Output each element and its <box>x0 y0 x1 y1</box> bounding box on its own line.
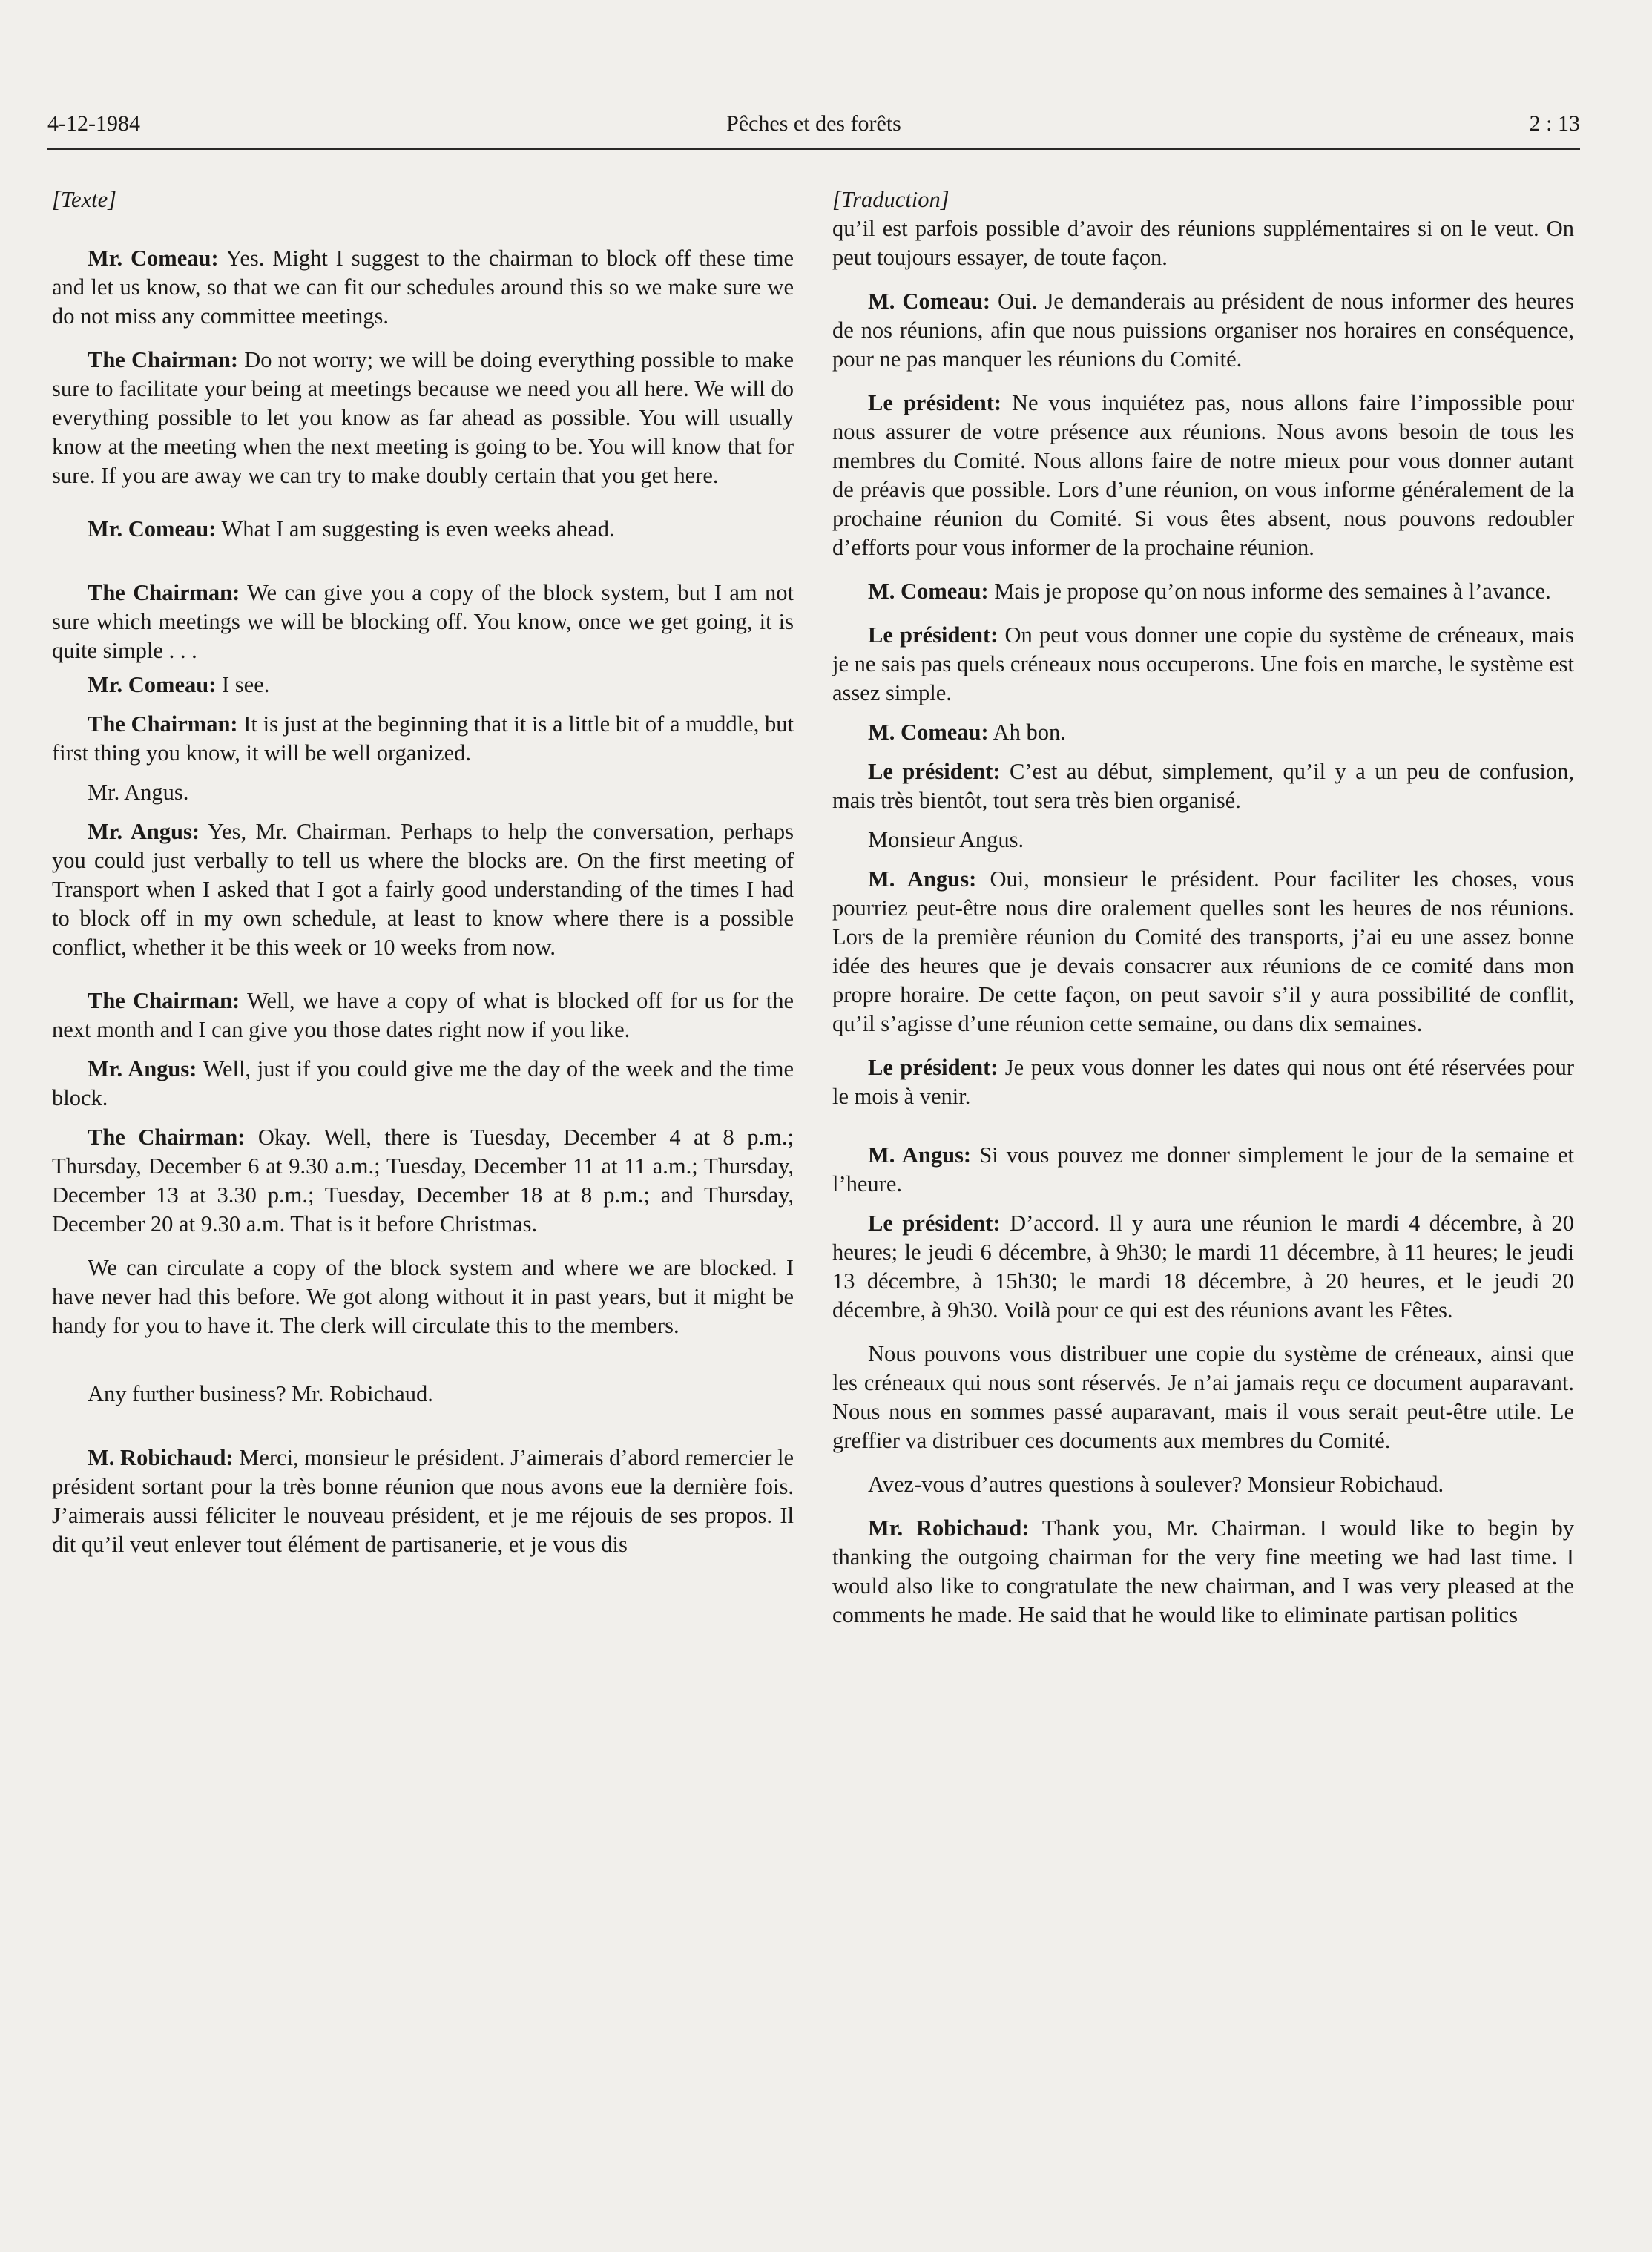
speech: Oui, monsieur le président. Pour faciliter les choses, vous pourriez peut-être nous dire oralement quelles sont les heures de nos réunions. Lors de la première réunion du Comité des transports, j’ai eu une assez bonne idée des heures que je devais consacrer aux réunions de ce comité dans mon propre horaire. De cette façon, on peut savoir s’il y aura possibilité de conflit, qu’il s’agisse d’une réunion cette semaine, ou dans dix semaines. <box>832 866 1574 1036</box>
speech: Okay. Well, there is Tuesday, December 4 at 8 p.m.; Thursday, December 6 at 9.30 a.m.; Tuesday, December 11 at 11 a.m.; Thursday, December 13 at 3.30 p.m.; Tuesday, December 18 at 8 p.m.; and Thursday, December 20 at 9.30 a.m. That is it before Christmas. <box>52 1125 794 1237</box>
speaker: Le président: <box>868 1055 998 1080</box>
paragraph <box>52 710 794 768</box>
paragraph <box>832 757 1574 815</box>
paragraph <box>832 621 1574 708</box>
paragraph <box>52 671 794 699</box>
speech: Je peux vous donner les dates qui nous ont été réservées pour le mois à venir. <box>832 1055 1574 1109</box>
paragraph <box>52 1443 794 1559</box>
paragraph <box>832 389 1574 562</box>
right-column-label: [Traduction] <box>832 187 950 212</box>
header-page-number: 2 : 13 <box>1529 111 1580 136</box>
paragraph <box>52 244 794 331</box>
paragraph <box>832 577 1574 606</box>
speech: Ne vous inquiétez pas, nous allons faire l’impossible pour nous assurer de votre présence aux réunions. Nous avons besoin de tous les membres du Comité. Nous allons faire de notre mieux pour vous donner autant de préavis que possible. Lors d’une réunion, on vous informe généralement de la prochaine réunion du Comité. Si vous êtes absent, nous pouvons redoubler d’efforts pour vous informer de la prochaine réunion. <box>832 390 1574 560</box>
speaker: M. Comeau: <box>868 579 989 604</box>
speech: It is just at the beginning that it is a little bit of a muddle, but first thing you know, it will be well organized. <box>52 711 794 766</box>
speaker: The Chairman: <box>88 347 239 372</box>
paragraph <box>52 1254 794 1340</box>
speaker: The Chairman: <box>88 580 240 605</box>
speaker: Le président: <box>868 622 998 648</box>
paragraph <box>52 1055 794 1113</box>
speaker: M. Comeau: <box>868 289 991 314</box>
paragraph <box>832 1053 1574 1111</box>
header-title: Pêches et des forêts <box>726 111 901 136</box>
speaker: Mr. Comeau: <box>88 516 217 541</box>
speaker: Le président: <box>868 390 1002 415</box>
paragraph <box>832 214 1574 272</box>
paragraph <box>832 1141 1574 1199</box>
paragraph <box>52 346 794 490</box>
paragraph <box>52 1123 794 1239</box>
speech: What I am suggesting is even weeks ahead. <box>216 516 615 541</box>
speech: I see. <box>216 672 270 697</box>
speech: Merci, monsieur le président. J’aimerais d’abord remercier le président sortant pour la très bonne réunion que nous avons eue la dernière fois. J’aimerais aussi féliciter le nouveau président, et je me réjouis de ses propos. Il dit qu’il veut enlever tout élément de partisanerie, et je vous dis <box>52 1445 794 1557</box>
speaker: Mr. Angus: <box>88 819 200 844</box>
speech: Avez-vous d’autres questions à soulever? Monsieur Robichaud. <box>868 1472 1444 1497</box>
paragraph <box>52 515 794 544</box>
speech: Thank you, Mr. Chairman. I would like to begin by thanking the outgoing chairman for the very fine meeting we had last time. I would also like to congratulate the new chairman, and I was very pleased at the comments he made. He said that he would like to eliminate partisan politics <box>832 1515 1574 1627</box>
paragraph <box>832 718 1574 747</box>
speaker: Mr. Angus: <box>88 1056 197 1081</box>
speaker: Le président: <box>868 1211 1001 1236</box>
speaker: M. Robichaud: <box>88 1445 234 1470</box>
paragraph <box>832 826 1574 855</box>
paragraph <box>832 865 1574 1038</box>
header-rule <box>47 148 1580 150</box>
speech: Monsieur Angus. <box>868 827 1024 852</box>
speaker: M. Angus: <box>868 866 977 892</box>
paragraph <box>832 1209 1574 1325</box>
speech: Yes. Might I suggest to the chairman to block off these time and let us know, so that we can fit our schedules around this so we make sure we do not miss any committee meetings. <box>52 246 794 329</box>
speaker: Mr. Robichaud: <box>868 1515 1030 1541</box>
speech: qu’il est parfois possible d’avoir des réunions supplémentaires si on le veut. On peut toujours essayer, de toute façon. <box>832 216 1574 270</box>
speech: Nous pouvons vous distribuer une copie du système de créneaux, ainsi que les créneaux qui nous sont réservés. Je n’ai jamais reçu ce document auparavant. Nous nous en sommes passé auparavant, mais il vous serait peut-être utile. Le greffier va distribuer ces documents aux membres du Comité. <box>832 1341 1574 1453</box>
left-column <box>52 185 794 1559</box>
header-date: 4-12-1984 <box>47 111 140 136</box>
speaker: Mr. Comeau: <box>88 672 217 697</box>
left-column-label: [Texte] <box>52 187 116 212</box>
speech: Well, we have a copy of what is blocked off for us for the next month and I can give you those dates right now if you like. <box>52 988 794 1042</box>
speaker: The Chairman: <box>88 1125 246 1150</box>
speaker: Le président: <box>868 759 1001 784</box>
speech: We can circulate a copy of the block system and where we are blocked. I have never had this before. We got along without it in past years, but it might be handy for you to have it. The clerk will circulate this to the members. <box>52 1255 794 1338</box>
speaker: The Chairman: <box>88 711 238 737</box>
speech: Do not worry; we will be doing everything possible to make sure to facilitate your being at meetings because we need you all here. We will do everything possible to let you know as far ahead as possible. You will usually know at the meeting when the next meeting is going to be. You will know that for sure. If you are away we can try to make doubly certain that you get here. <box>52 347 794 488</box>
speaker: M. Angus: <box>868 1142 972 1168</box>
speech: Mais je propose qu’on nous informe des semaines à l’avance. <box>988 579 1551 604</box>
paragraph <box>832 1340 1574 1455</box>
speaker: M. Comeau: <box>868 720 989 745</box>
paragraph <box>832 1470 1574 1499</box>
speech: Ah bon. <box>988 720 1066 745</box>
speaker: The Chairman: <box>88 988 240 1013</box>
speech: Si vous pouvez me donner simplement le jour de la semaine et l’heure. <box>832 1142 1574 1196</box>
speech: We can give you a copy of the block system, but I am not sure which meetings we will be blocking off. You know, once we get going, it is quite simple . . . <box>52 580 794 663</box>
speech: Any further business? Mr. Robichaud. <box>88 1381 433 1406</box>
speech: On peut vous donner une copie du système de créneaux, mais je ne sais pas quels créneaux nous occuperons. Une fois en marche, le système est assez simple. <box>832 622 1574 705</box>
speech: D’accord. Il y aura une réunion le mardi 4 décembre, à 20 heures; le jeudi 6 décembre, à 9h30; le mardi 11 décembre, à 11 heures; le jeudi 13 décembre, à 15h30; le mardi 18 décembre, à 20 heures, et le jeudi 20 décembre, à 9h30. Voilà pour ce qui est des réunions avant les Fêtes. <box>832 1211 1574 1323</box>
spacer <box>52 214 794 229</box>
speech: C’est au début, simplement, qu’il y a un peu de confusion, mais très bientôt, tout sera très bien organisé. <box>832 759 1574 813</box>
speech: Yes, Mr. Chairman. Perhaps to help the conversation, perhaps you could just verbally to tell us where the blocks are. On the first meeting of Transport when I asked that I got a fairly good understanding of the times I had to block off in my own schedule, at least to know where there is a possible conflict, whether it be this week or 10 weeks from now. <box>52 819 794 960</box>
paragraph <box>832 287 1574 374</box>
paragraph <box>52 1380 794 1409</box>
paragraph <box>832 1514 1574 1630</box>
speech: Oui. Je demanderais au président de nous informer des heures de nos réunions, afin que nous puissions organiser nos horaires en conséquence, pour ne pas manquer les réunions du Comité. <box>832 289 1574 372</box>
paragraph <box>52 987 794 1044</box>
paragraph <box>52 778 794 807</box>
speaker: Mr. Comeau: <box>88 246 219 271</box>
speech: Well, just if you could give me the day of the week and the time block. <box>52 1056 794 1110</box>
speech: Mr. Angus. <box>88 780 189 805</box>
paragraph <box>52 579 794 665</box>
paragraph <box>52 817 794 962</box>
page-header <box>47 111 1580 153</box>
right-column <box>832 185 1574 1630</box>
